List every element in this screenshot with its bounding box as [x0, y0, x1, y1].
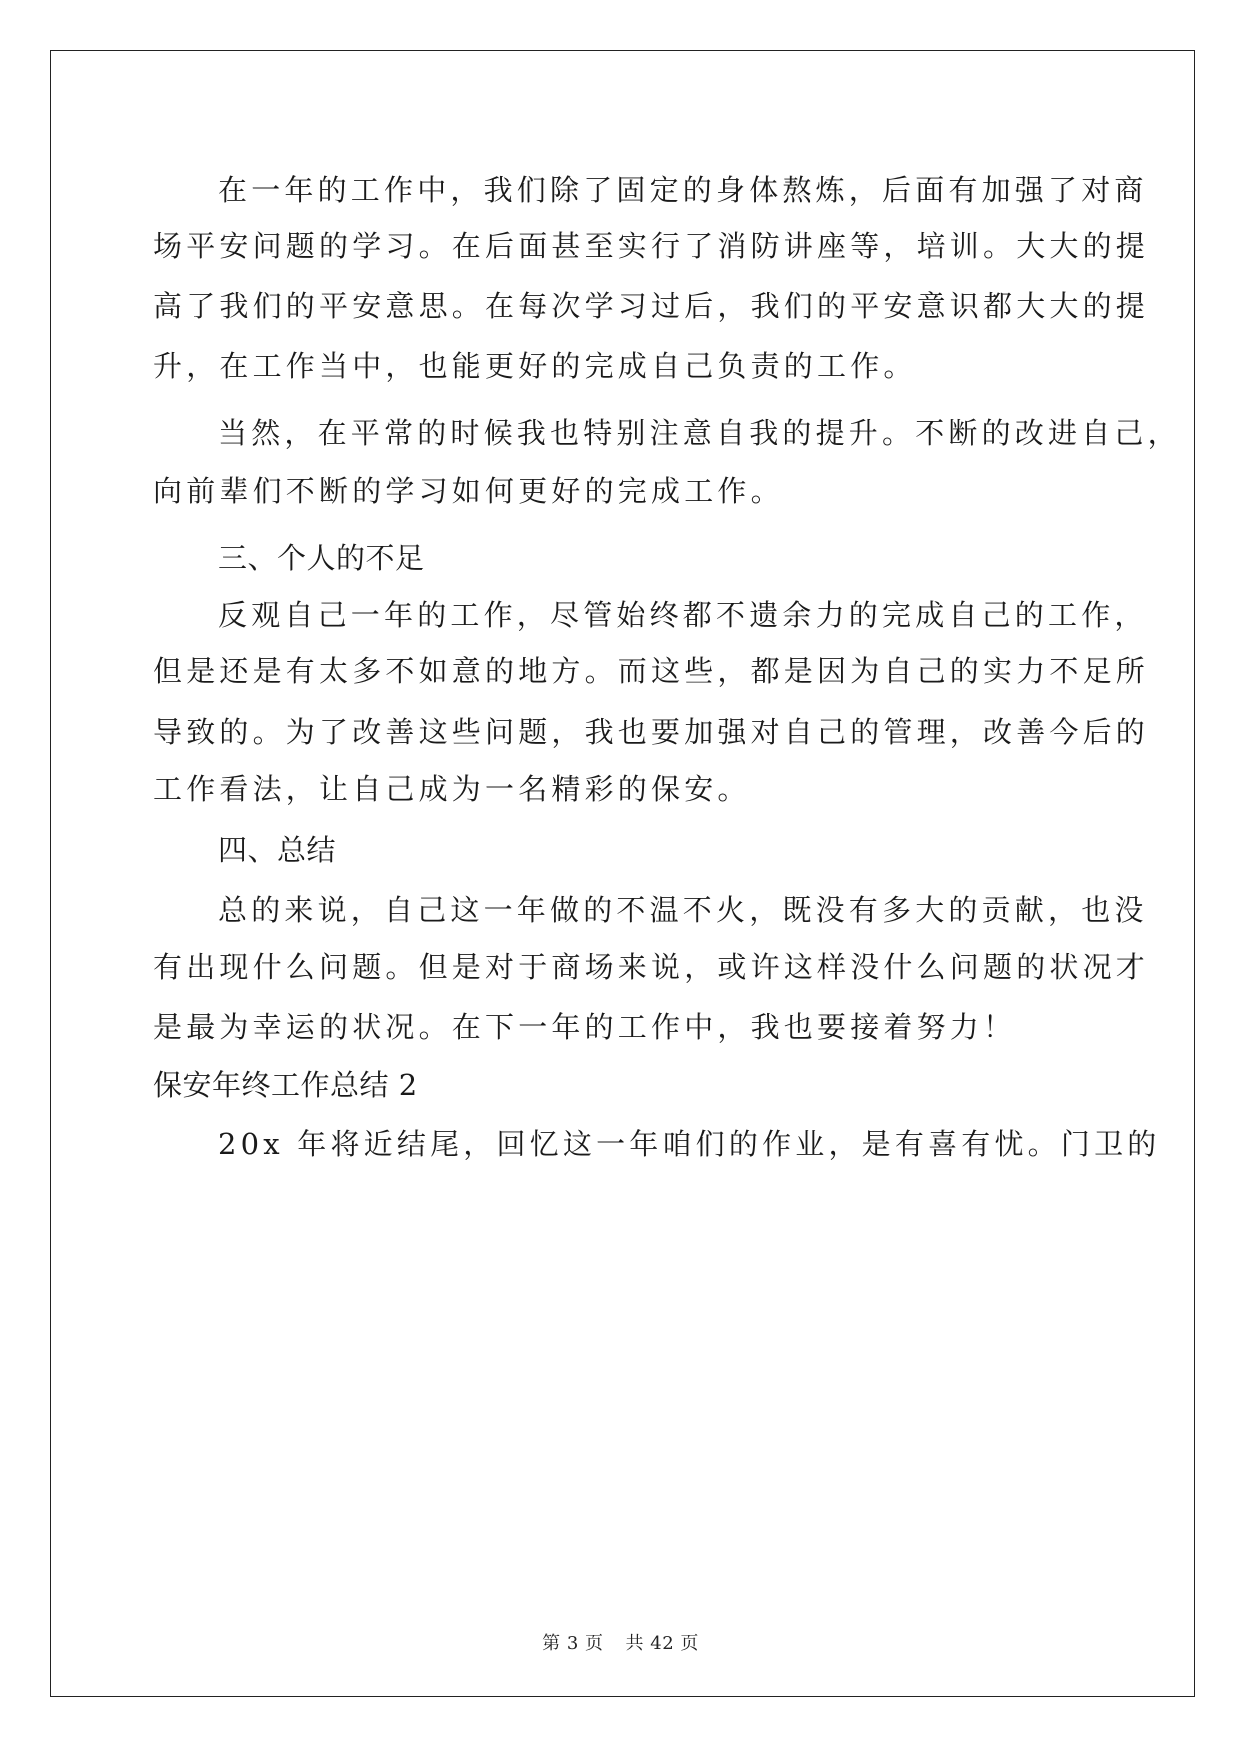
- paragraph-line: 在一年的工作中，我们除了固定的身体熬炼，后面有加强了对商: [218, 173, 1148, 207]
- paragraph-line: 总的来说，自己这一年做的不温不火，既没有多大的贡献，也没: [218, 893, 1148, 927]
- paragraph-line: 高了我们的平安意思。在每次学习过后，我们的平安意识都大大的提: [153, 289, 1150, 323]
- paragraph-line: 但是还是有太多不如意的地方。而这些，都是因为自己的实力不足所: [153, 654, 1150, 688]
- page-footer: [0, 1633, 1241, 1655]
- paragraph-line: 当然，在平常的时候我也特别注意自我的提升。不断的改进自己，: [218, 416, 1181, 450]
- page-total: 共 42 页: [625, 1633, 699, 1654]
- section-heading: 四、总结: [218, 833, 337, 867]
- paragraph-line: 升，在工作当中，也能更好的完成自己负责的工作。: [153, 349, 917, 383]
- page-number: 第 3 页: [542, 1633, 604, 1654]
- paragraph-line: 工作看法，让自己成为一名精彩的保安。: [153, 772, 751, 806]
- paragraph-line: 导致的。为了改善这些问题，我也要加强对自己的管理，改善今后的: [153, 715, 1150, 749]
- section-heading: 三、个人的不足: [218, 541, 425, 575]
- paragraph-line: 有出现什么问题。但是对于商场来说，或许这样没什么问题的状况才: [153, 950, 1150, 984]
- paragraph-line: 向前辈们不断的学习如何更好的完成工作。: [153, 474, 784, 508]
- paragraph-line: 20x 年将近结尾，回忆这一年咱们的作业，是有喜有忧。门卫的: [218, 1127, 1161, 1161]
- paragraph-line: 场平安问题的学习。在后面甚至实行了消防讲座等，培训。大大的提: [153, 229, 1150, 263]
- paragraph-line: 反观自己一年的工作，尽管始终都不遗余力的完成自己的工作，: [218, 598, 1148, 632]
- paragraph-line: 是最为幸运的状况。在下一年的工作中，我也要接着努力！: [153, 1010, 1017, 1044]
- article-title: 保安年终工作总结 2: [153, 1068, 418, 1102]
